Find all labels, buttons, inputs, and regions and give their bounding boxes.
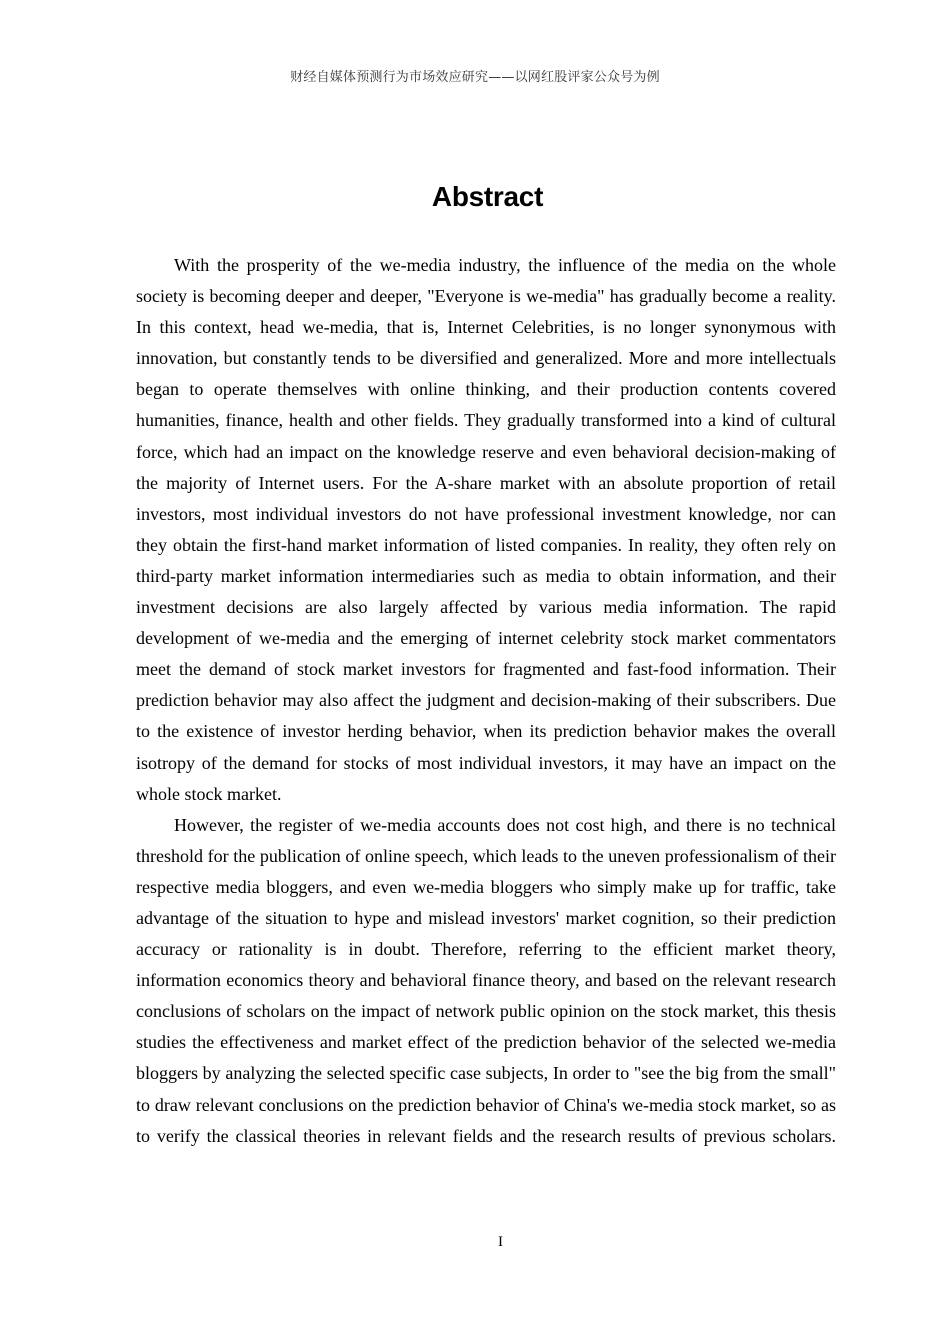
page-number: I — [498, 1234, 503, 1250]
abstract-body — [136, 250, 836, 1210]
abstract-paragraph-1: With the prosperity of the we-media industry, the influence of the media on the whole society is becoming deeper and deeper, "Everyone is we-media" has gradually become a reality. In this context, head we-media, that is, Internet Celebrities, is no longer synonymous with innovation, but constantly tends to be diversified and generalized. More and more intellectuals began to operate themselves with online thinking, and their production contents covered humanities, finance, health and other fields. They gradually transformed into a kind of cultural force, which had an impact on the knowledge reserve and even behavioral decision-making of the majority of Internet users. For the A-share market with an absolute proportion of retail investors, most individual investors do not have professional investment knowledge, nor can they obtain the first-hand market information of listed companies. In reality, they often rely on third-party market information intermediaries such as media to obtain information, and their investment decisions are also largely affected by various media information. The rapid development of we-media and the emerging of internet celebrity stock market commentators meet the demand of stock market investors for fragmented and fast-food information. Their prediction behavior may also affect the judgment and decision-making of their subscribers. Due to the existence of investor herding behavior, when its prediction behavior makes the overall isotropy of the demand for stocks of most individual investors, it may have an impact on the whole stock market. — [136, 255, 836, 804]
page-title: Abstract — [431, 181, 544, 212]
abstract-paragraph-2: However, the register of we-media accounts does not cost high, and there is no technical threshold for the publication of online speech, which leads to the uneven professionalism of their respective media bloggers, and even we-media bloggers who simply make up for traffic, take advantage of the situation to hype and mislead investors' market cognition, so their prediction accuracy or rationality is in doubt. Therefore, referring to the efficient market theory, information economics theory and behavioral finance theory, and based on the relevant research conclusions of scholars on the impact of network public opinion on the stock market, this thesis studies the effectiveness and market effect of the prediction behavior of the selected we-media bloggers by analyzing the selected specific case subjects, In order to "see the big from the small" to draw relevant conclusions on the prediction behavior of China's we-media stock market, so as to verify the classical theories in relevant fields and the research results of previous scholars. — [136, 814, 836, 1146]
running-header: 财经自媒体预测行为市场效应研究——以网红股评家公众号为例 — [290, 70, 660, 85]
